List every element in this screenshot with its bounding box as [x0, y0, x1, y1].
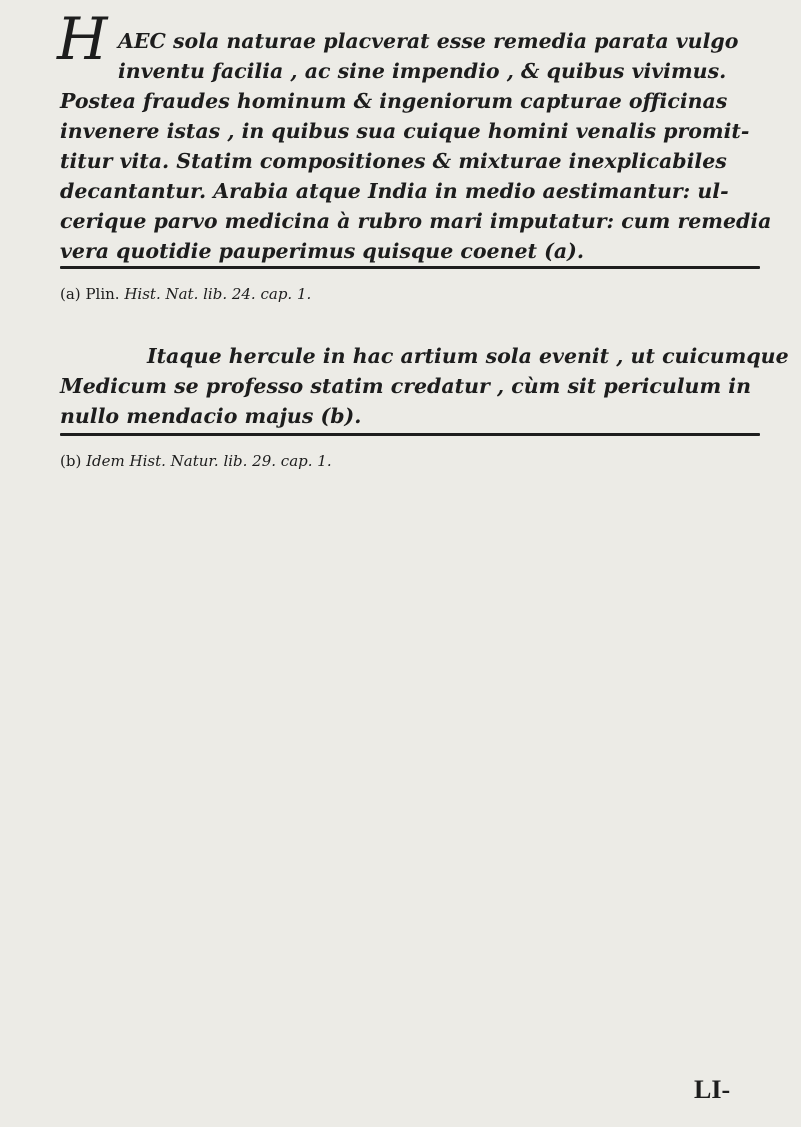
text-line: decantantur. Arabia atque India in medio aestimantur: ul- — [60, 179, 729, 203]
footnote-marker: (a) — [60, 285, 81, 303]
footnote-author: Plin. — [85, 285, 120, 303]
text-line: Medicum se professo statim credatur , cùm sit periculum in — [60, 374, 751, 398]
catchword: LI- — [694, 1075, 731, 1104]
text-line: titur vita. Statim compositiones & mixturae inexplicabiles — [60, 149, 727, 173]
text-line: cerique parvo medicina à rubro mari imputatur: cum remedia — [60, 209, 772, 233]
footnote-reference: Idem Hist. Natur. lib. 29. cap. 1. — [86, 452, 332, 470]
footnote-rule-b — [60, 433, 760, 436]
text-line: AEC sola naturae placverat esse remedia parata vulgo — [118, 29, 739, 53]
text-line: invenere istas , in quibus sua cuique homini venalis promit- — [60, 119, 750, 143]
footnote-reference: Hist. Nat. lib. 24. cap. 1. — [124, 285, 312, 303]
footnote-b — [60, 452, 332, 470]
footnote-marker: (b) — [60, 452, 82, 470]
text-line: Postea fraudes hominum & ingeniorum capturae officinas — [60, 89, 728, 113]
text-line: Itaque hercule in hac artium sola evenit , ut cuicumque — [147, 344, 789, 368]
footnote-a — [60, 285, 311, 303]
footnote-rule-a — [60, 266, 760, 269]
text-line: vera quotidie pauperimus quisque coenet (a). — [60, 239, 584, 263]
text-line: nullo mendacio majus (b). — [60, 404, 362, 428]
drop-cap: H — [57, 5, 108, 73]
text-line: inventu facilia , ac sine impendio , & quibus vivimus. — [118, 59, 727, 83]
